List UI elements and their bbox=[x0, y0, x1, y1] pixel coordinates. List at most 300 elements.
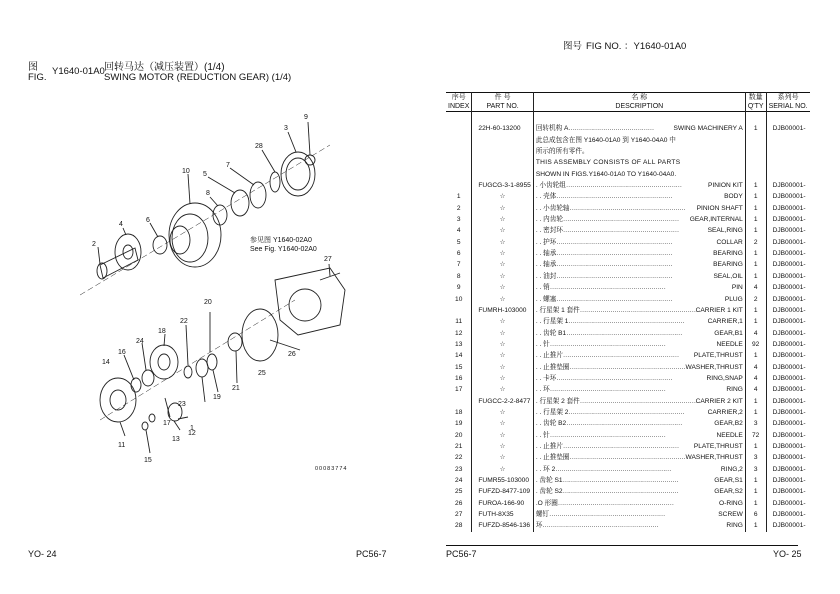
row-index: 27 bbox=[446, 509, 472, 520]
col-qty-en: Q'TY bbox=[745, 102, 766, 112]
row-part-no: FUROA-166-90 bbox=[472, 498, 533, 509]
row-desc-en: GEAR,INTERNAL bbox=[689, 216, 743, 224]
table-row bbox=[446, 339, 810, 350]
table-row bbox=[446, 225, 810, 236]
callout-22: 22 bbox=[180, 318, 188, 325]
row-desc-en: COLLAR bbox=[716, 238, 743, 246]
row-qty: 1 bbox=[745, 475, 766, 486]
callout-21: 21 bbox=[232, 385, 240, 392]
row-description: . . 环 2 ………………………………………………… RING,2 bbox=[533, 464, 745, 475]
assembly-desc-en: SWING MACHINERY A bbox=[673, 125, 743, 133]
callout-7: 7 bbox=[226, 162, 230, 169]
row-desc-en: NEEDLE bbox=[716, 431, 743, 439]
row-desc-cn: . . 密封环 bbox=[535, 227, 563, 235]
row-index: 13 bbox=[446, 339, 472, 350]
row-desc-cn: . . 轴承 bbox=[535, 261, 557, 269]
figure-title-en: SWING MOTOR (REDUCTION GEAR) (1/4) bbox=[104, 72, 292, 83]
callout-6: 6 bbox=[146, 217, 150, 224]
row-desc-cn: . . 针 bbox=[535, 431, 550, 439]
callout-11: 11 bbox=[118, 442, 126, 449]
row-desc-cn: . 行星架 1 套件 bbox=[535, 306, 580, 314]
row-desc-en: WASHER,THRUST bbox=[685, 454, 743, 462]
row-qty: 1 bbox=[745, 486, 766, 497]
row-part-no: ☆ bbox=[472, 350, 533, 361]
row-serial: DJB00001- bbox=[772, 522, 806, 530]
row-part-no: FUFZD-8477-109 bbox=[472, 486, 533, 497]
callout-16: 16 bbox=[118, 349, 126, 356]
row-desc-en: CARRIER 2 KIT bbox=[695, 397, 743, 405]
table-row bbox=[446, 373, 810, 384]
row-serial: DJB00001- bbox=[772, 488, 806, 496]
row-serial: DJB00001- bbox=[772, 227, 806, 235]
row-qty: 1 bbox=[745, 271, 766, 282]
row-desc-en: PINION KIT bbox=[708, 182, 743, 190]
callout-19: 19 bbox=[213, 394, 221, 401]
table-row bbox=[446, 509, 810, 520]
table-row bbox=[446, 498, 810, 509]
table-row bbox=[446, 248, 810, 259]
row-desc-en: PLATE,THRUST bbox=[693, 352, 743, 360]
row-desc-cn: . 行星架 2 套件 bbox=[535, 397, 580, 405]
row-qty: 1 bbox=[745, 180, 766, 191]
row-desc-en: PLUG bbox=[724, 295, 743, 303]
row-desc-cn: . . 环 bbox=[535, 386, 550, 394]
row-serial: DJB00001- bbox=[772, 454, 806, 462]
fig-label-cn: 图 bbox=[28, 62, 38, 73]
callout-1: 1 bbox=[190, 425, 194, 432]
row-qty: 1 bbox=[745, 316, 766, 327]
assembly-desc-cn: 回转机构 A bbox=[535, 125, 569, 133]
row-desc-cn: . . 齿轮 B1 bbox=[535, 329, 567, 337]
row-description: . . 护环 ………………………………………………… COLLAR bbox=[533, 237, 745, 248]
row-index: 20 bbox=[446, 430, 472, 441]
right-header-fig-cn: 图号 bbox=[563, 41, 583, 52]
row-qty: 1 bbox=[745, 520, 766, 531]
row-part-no: ☆ bbox=[472, 441, 533, 452]
left-footer-page: YO- 24 bbox=[28, 549, 57, 559]
callout-27: 27 bbox=[324, 256, 332, 263]
callout-2: 2 bbox=[92, 241, 96, 248]
row-desc-en: SEAL,OIL bbox=[713, 272, 743, 280]
col-part-en: PART NO. bbox=[472, 102, 533, 112]
row-index: 7 bbox=[446, 259, 472, 270]
row-serial: DJB00001- bbox=[772, 284, 806, 292]
row-desc-cn: . . 小齿轮轴 bbox=[535, 204, 570, 212]
row-desc-cn: . 小齿轮组 bbox=[535, 182, 566, 190]
callout-12: 12 bbox=[188, 430, 196, 437]
ref-note-en: See Fig. Y1640-02A0 bbox=[250, 246, 317, 253]
row-description: .O 形圈 ………………………………………………… O-RING bbox=[533, 498, 745, 509]
row-part-no: ☆ bbox=[472, 407, 533, 418]
row-part-no: ☆ bbox=[472, 430, 533, 441]
row-description: . . 齿轮 B1 ………………………………………………… GEAR,B1 bbox=[533, 328, 745, 339]
row-description: . . 齿轮 B2 ………………………………………………… GEAR,B2 bbox=[533, 418, 745, 429]
callout-5: 5 bbox=[203, 171, 207, 178]
table-row bbox=[446, 384, 810, 395]
row-index bbox=[446, 180, 472, 191]
row-qty: 3 bbox=[745, 452, 766, 463]
row-desc-en: GEAR,B2 bbox=[714, 420, 743, 428]
table-row bbox=[446, 407, 810, 418]
row-part-no: ☆ bbox=[472, 248, 533, 259]
row-serial: DJB00001- bbox=[772, 408, 806, 416]
row-part-no: FUMRH-103000 bbox=[472, 305, 533, 316]
row-description: . 齿轮 S2 ………………………………………………… GEAR,S2 bbox=[533, 486, 745, 497]
table-row bbox=[446, 396, 810, 407]
row-serial: DJB00001- bbox=[772, 193, 806, 201]
table-row bbox=[446, 486, 810, 497]
row-qty: 2 bbox=[745, 294, 766, 305]
table-row bbox=[446, 180, 810, 191]
row-index: 18 bbox=[446, 407, 472, 418]
row-part-no: ☆ bbox=[472, 464, 533, 475]
row-index: 12 bbox=[446, 328, 472, 339]
row-description: . . 密封环 ………………………………………………… SEAL,RING bbox=[533, 225, 745, 236]
row-desc-cn: . . 齿轮 B2 bbox=[535, 420, 567, 428]
row-qty: 4 bbox=[745, 328, 766, 339]
row-index: 4 bbox=[446, 225, 472, 236]
assembly-note-2: 所示的所有零件。 bbox=[533, 146, 745, 157]
callout-24: 24 bbox=[136, 338, 144, 345]
figure-title-cn: 回转马达（减压装置）(1/4) bbox=[104, 62, 225, 73]
row-part-no: ☆ bbox=[472, 328, 533, 339]
row-desc-en: CARRIER 1 KIT bbox=[695, 306, 743, 314]
row-description: . . 针 ………………………………………………… NEEDLE bbox=[533, 339, 745, 350]
fig-number: Y1640-01A0 bbox=[52, 66, 105, 77]
table-row bbox=[446, 214, 810, 225]
col-part-cn: 件 号 bbox=[472, 93, 533, 103]
row-serial: DJB00001- bbox=[772, 182, 806, 190]
callout-23: 23 bbox=[178, 401, 186, 408]
row-index: 10 bbox=[446, 294, 472, 305]
row-part-no: FUTH-8X35 bbox=[472, 509, 533, 520]
row-part-no: ☆ bbox=[472, 271, 533, 282]
table-row bbox=[446, 430, 810, 441]
drawing-code: 00083774 bbox=[315, 466, 348, 472]
col-serial-en: SERIAL NO. bbox=[768, 103, 808, 110]
row-desc-en: RING bbox=[726, 522, 743, 530]
row-description: . . 小齿轮轴 ………………………………………………… PINION SHAFT bbox=[533, 203, 745, 214]
row-part-no: ☆ bbox=[472, 237, 533, 248]
table-row bbox=[446, 441, 810, 452]
row-serial: DJB00001- bbox=[772, 318, 806, 326]
row-qty: 1 bbox=[745, 407, 766, 418]
left-footer-model: PC56-7 bbox=[356, 549, 387, 559]
row-part-no: ☆ bbox=[472, 191, 533, 202]
table-row bbox=[446, 464, 810, 475]
fig-label-en: FIG. bbox=[28, 72, 47, 83]
callout-3: 3 bbox=[284, 125, 288, 132]
assembly-note-3: THIS ASSEMBLY CONSISTS OF ALL PARTS bbox=[533, 157, 745, 168]
col-qty-cn: 数量 bbox=[745, 93, 766, 103]
table-row bbox=[446, 305, 810, 316]
row-part-no: FUGCC-2-2-8477 bbox=[472, 396, 533, 407]
row-index: 28 bbox=[446, 520, 472, 531]
callout-20: 20 bbox=[204, 299, 212, 306]
row-index: 8 bbox=[446, 271, 472, 282]
row-desc-cn: . . 油封 bbox=[535, 272, 557, 280]
row-qty: 6 bbox=[745, 509, 766, 520]
row-serial: DJB00001- bbox=[772, 272, 806, 280]
row-index bbox=[446, 305, 472, 316]
row-serial: DJB00001- bbox=[772, 250, 806, 258]
row-desc-en: CARRIER,1 bbox=[707, 318, 743, 326]
row-description: . . 内齿轮 ………………………………………………… GEAR,INTERNAL bbox=[533, 214, 745, 225]
row-desc-cn: . . 环 2 bbox=[535, 465, 556, 473]
row-serial: DJB00001- bbox=[772, 352, 806, 360]
row-part-no: ☆ bbox=[472, 203, 533, 214]
row-description: 螺钉 ………………………………………………… SCREW bbox=[533, 509, 745, 520]
row-serial: DJB00001- bbox=[772, 442, 806, 450]
row-desc-cn: 螺钉 bbox=[535, 511, 549, 519]
row-index: 22 bbox=[446, 452, 472, 463]
parts-list-table bbox=[446, 92, 810, 532]
table-row bbox=[446, 316, 810, 327]
table-row bbox=[446, 328, 810, 339]
row-serial: DJB00001- bbox=[772, 204, 806, 212]
row-desc-cn: . . 护环 bbox=[535, 238, 557, 246]
row-qty: 1 bbox=[745, 203, 766, 214]
row-desc-en: SEAL,RING bbox=[707, 227, 743, 235]
row-index: 11 bbox=[446, 316, 472, 327]
row-index: 17 bbox=[446, 384, 472, 395]
row-serial: DJB00001- bbox=[772, 340, 806, 348]
row-description: . . 止推片 ………………………………………………… PLATE,THRUST bbox=[533, 350, 745, 361]
row-part-no: ☆ bbox=[472, 384, 533, 395]
row-desc-cn: . . 止推垫圈 bbox=[535, 454, 570, 462]
row-serial: DJB00001- bbox=[772, 295, 806, 303]
row-desc-en: BODY bbox=[724, 193, 743, 201]
row-desc-cn: . . 针 bbox=[535, 340, 550, 348]
ref-note-cn: 参见图 Y1640-02A0 bbox=[250, 237, 312, 244]
row-qty: 4 bbox=[745, 373, 766, 384]
row-desc-en: BEARING bbox=[713, 261, 743, 269]
table-row bbox=[446, 259, 810, 270]
row-description: . . 针 ………………………………………………… NEEDLE bbox=[533, 430, 745, 441]
callout-17: 17 bbox=[163, 420, 171, 427]
row-desc-en: NEEDLE bbox=[716, 340, 743, 348]
row-serial: DJB00001- bbox=[772, 261, 806, 269]
row-desc-cn: .O 形圈 bbox=[535, 499, 558, 507]
row-desc-cn: . . 止推片 bbox=[535, 442, 563, 450]
row-desc-cn: . 齿轮 S1 bbox=[535, 477, 563, 484]
row-qty: 1 bbox=[745, 441, 766, 452]
table-row bbox=[446, 418, 810, 429]
row-serial: DJB00001- bbox=[772, 386, 806, 394]
row-desc-en: CARRIER,2 bbox=[707, 408, 743, 416]
col-desc-en: DESCRIPTION bbox=[533, 102, 745, 112]
row-index: 16 bbox=[446, 373, 472, 384]
row-description: . 小齿轮组 ………………………………………………… PINION KIT bbox=[533, 180, 745, 191]
row-description: . . 卡环 ………………………………………………… RING,SNAP bbox=[533, 373, 745, 384]
row-serial: DJB00001- bbox=[772, 431, 806, 439]
row-qty: 2 bbox=[745, 237, 766, 248]
row-qty: 4 bbox=[745, 282, 766, 293]
row-qty: 1 bbox=[745, 498, 766, 509]
callout-10: 10 bbox=[182, 168, 190, 175]
row-desc-cn: 环 bbox=[535, 522, 543, 530]
row-desc-en: RING,2 bbox=[720, 465, 743, 473]
row-part-no: ☆ bbox=[472, 452, 533, 463]
row-serial: DJB00001- bbox=[772, 420, 806, 428]
callout-9: 9 bbox=[304, 114, 308, 121]
row-description: . . 螺塞 ………………………………………………… PLUG bbox=[533, 294, 745, 305]
row-desc-cn: . 齿轮 S2 bbox=[535, 488, 563, 496]
row-description: 环 ………………………………………………… RING bbox=[533, 520, 745, 531]
row-index: 23 bbox=[446, 464, 472, 475]
row-qty: 4 bbox=[745, 384, 766, 395]
row-desc-en: GEAR,S1 bbox=[714, 477, 743, 484]
callout-15: 15 bbox=[144, 457, 152, 464]
row-description: . . 止推垫圈 ………………………………………………… WASHER,THRUST bbox=[533, 452, 745, 463]
row-description: . 行星架 2 套件 ………………………………………………… CARRIER 2 KIT bbox=[533, 396, 745, 407]
row-qty: 92 bbox=[745, 339, 766, 350]
row-desc-cn: . . 壳体 bbox=[535, 193, 557, 201]
assembly-qty: 1 bbox=[745, 123, 766, 134]
row-desc-en: PINION SHAFT bbox=[696, 204, 743, 212]
row-description: . 齿轮 S1 ………………………………………………… GEAR,S1 bbox=[533, 475, 745, 486]
row-part-no: ☆ bbox=[472, 316, 533, 327]
row-part-no: ☆ bbox=[472, 362, 533, 373]
row-index bbox=[446, 396, 472, 407]
row-index: 26 bbox=[446, 498, 472, 509]
assembly-row: 22H-60-13200 回转机构 A …………………………………… SWING MACHINERY A 1 DJB00001- bbox=[446, 123, 810, 134]
row-part-no: ☆ bbox=[472, 294, 533, 305]
row-index: 3 bbox=[446, 214, 472, 225]
col-desc-cn: 名 称 bbox=[533, 93, 745, 103]
row-index: 25 bbox=[446, 486, 472, 497]
row-qty: 1 bbox=[745, 259, 766, 270]
row-desc-cn: . . 行星架 2 bbox=[535, 408, 569, 416]
col-index-cn: 序号 bbox=[446, 93, 472, 103]
row-part-no: ☆ bbox=[472, 225, 533, 236]
row-part-no: ☆ bbox=[472, 259, 533, 270]
assembly-note-4: SHOWN IN FIGS.Y1640-01A0 TO Y1640-04A0. bbox=[533, 169, 745, 180]
row-desc-cn: . . 螺塞 bbox=[535, 295, 557, 303]
row-serial: DJB00001- bbox=[772, 329, 806, 337]
row-part-no: FUFZD-8546-136 bbox=[472, 520, 533, 531]
row-qty: 4 bbox=[745, 362, 766, 373]
row-index: 1 bbox=[446, 191, 472, 202]
row-serial: DJB00001- bbox=[772, 363, 806, 371]
row-part-no: ☆ bbox=[472, 418, 533, 429]
row-part-no: ☆ bbox=[472, 373, 533, 384]
row-description: . . 止推片 ………………………………………………… PLATE,THRUST bbox=[533, 441, 745, 452]
row-qty: 1 bbox=[745, 396, 766, 407]
row-description: . . 销 ………………………………………………… PIN bbox=[533, 282, 745, 293]
table-row bbox=[446, 475, 810, 486]
row-index: 2 bbox=[446, 203, 472, 214]
row-part-no: ☆ bbox=[472, 282, 533, 293]
table-row bbox=[446, 237, 810, 248]
row-desc-en: GEAR,B1 bbox=[714, 329, 743, 337]
exploded-parts-drawing bbox=[40, 100, 420, 500]
table-row bbox=[446, 452, 810, 463]
row-description: . . 轴承 ………………………………………………… BEARING bbox=[533, 259, 745, 270]
col-serial-cn: 系列号 bbox=[777, 94, 799, 101]
row-serial: DJB00001- bbox=[772, 465, 806, 473]
row-serial: DJB00001- bbox=[772, 397, 806, 405]
row-serial: DJB00001- bbox=[772, 216, 806, 224]
row-description: . . 轴承 ………………………………………………… BEARING bbox=[533, 248, 745, 259]
row-qty: 3 bbox=[745, 418, 766, 429]
row-index: 19 bbox=[446, 418, 472, 429]
row-desc-en: O-RING bbox=[719, 499, 743, 507]
assembly-serial: DJB00001- bbox=[772, 125, 806, 133]
assembly-note-1: 此总成包含在图 Y1640-01A0 到 Y1640-04A0 中 bbox=[533, 135, 745, 146]
row-desc-cn: . . 卡环 bbox=[535, 374, 557, 382]
row-serial: DJB00001- bbox=[772, 499, 806, 507]
row-description: . . 行星架 1 ………………………………………………… CARRIER,1 bbox=[533, 316, 745, 327]
table-row bbox=[446, 520, 810, 531]
table-row bbox=[446, 362, 810, 373]
row-desc-cn: . . 止推垫圈 bbox=[535, 363, 570, 371]
table-row bbox=[446, 203, 810, 214]
row-qty: 1 bbox=[745, 248, 766, 259]
row-description: . . 油封 ………………………………………………… SEAL,OIL bbox=[533, 271, 745, 282]
row-desc-cn: . . 内齿轮 bbox=[535, 216, 563, 224]
table-row bbox=[446, 191, 810, 202]
row-desc-en: RING,SNAP bbox=[706, 374, 743, 382]
row-part-no: FUMR55-103000 bbox=[472, 475, 533, 486]
row-part-no: FUGCG-3-1-8955 bbox=[472, 180, 533, 191]
row-desc-cn: . . 销 bbox=[535, 284, 550, 292]
row-serial: DJB00001- bbox=[772, 477, 806, 484]
row-description: . . 行星架 2 ………………………………………………… CARRIER,2 bbox=[533, 407, 745, 418]
row-desc-cn: . . 止推片 bbox=[535, 352, 563, 360]
col-index-en: INDEX bbox=[446, 102, 472, 112]
right-header-fig-no: FIG NO. ：Y1640-01A0 bbox=[586, 41, 687, 52]
right-footer-model: PC56-7 bbox=[446, 549, 477, 559]
row-qty: 72 bbox=[745, 430, 766, 441]
row-description: . 行星架 1 套件 ………………………………………………… CARRIER 1 KIT bbox=[533, 305, 745, 316]
row-part-no: ☆ bbox=[472, 339, 533, 350]
callout-26: 26 bbox=[288, 351, 296, 358]
row-index: 21 bbox=[446, 441, 472, 452]
callout-18: 18 bbox=[158, 328, 166, 335]
table-row bbox=[446, 350, 810, 361]
callout-25: 25 bbox=[258, 370, 266, 377]
callout-8: 8 bbox=[206, 190, 210, 197]
assembly-part-no: 22H-60-13200 bbox=[472, 123, 533, 134]
row-description: . . 止推垫圈 ………………………………………………… WASHER,THRUST bbox=[533, 362, 745, 373]
row-index: 9 bbox=[446, 282, 472, 293]
row-qty: 1 bbox=[745, 214, 766, 225]
table-row bbox=[446, 271, 810, 282]
row-qty: 1 bbox=[745, 191, 766, 202]
row-qty: 1 bbox=[745, 305, 766, 316]
row-desc-en: RING bbox=[726, 386, 743, 394]
row-desc-en: WASHER,THRUST bbox=[685, 363, 743, 371]
callout-13: 13 bbox=[172, 436, 180, 443]
row-part-no: ☆ bbox=[472, 214, 533, 225]
table-row bbox=[446, 282, 810, 293]
table-row bbox=[446, 294, 810, 305]
row-desc-en: PLATE,THRUST bbox=[693, 442, 743, 450]
row-serial: DJB00001- bbox=[772, 306, 806, 314]
row-desc-cn: . . 行星架 1 bbox=[535, 318, 569, 326]
row-desc-en: PIN bbox=[731, 284, 743, 292]
row-qty: 1 bbox=[745, 225, 766, 236]
callout-4: 4 bbox=[119, 221, 123, 228]
row-serial: DJB00001- bbox=[772, 374, 806, 382]
row-serial: DJB00001- bbox=[772, 511, 806, 519]
row-index: 14 bbox=[446, 350, 472, 361]
row-qty: 3 bbox=[745, 464, 766, 475]
callout-28: 28 bbox=[255, 143, 263, 150]
callout-14: 14 bbox=[102, 359, 110, 366]
row-index: 6 bbox=[446, 248, 472, 259]
